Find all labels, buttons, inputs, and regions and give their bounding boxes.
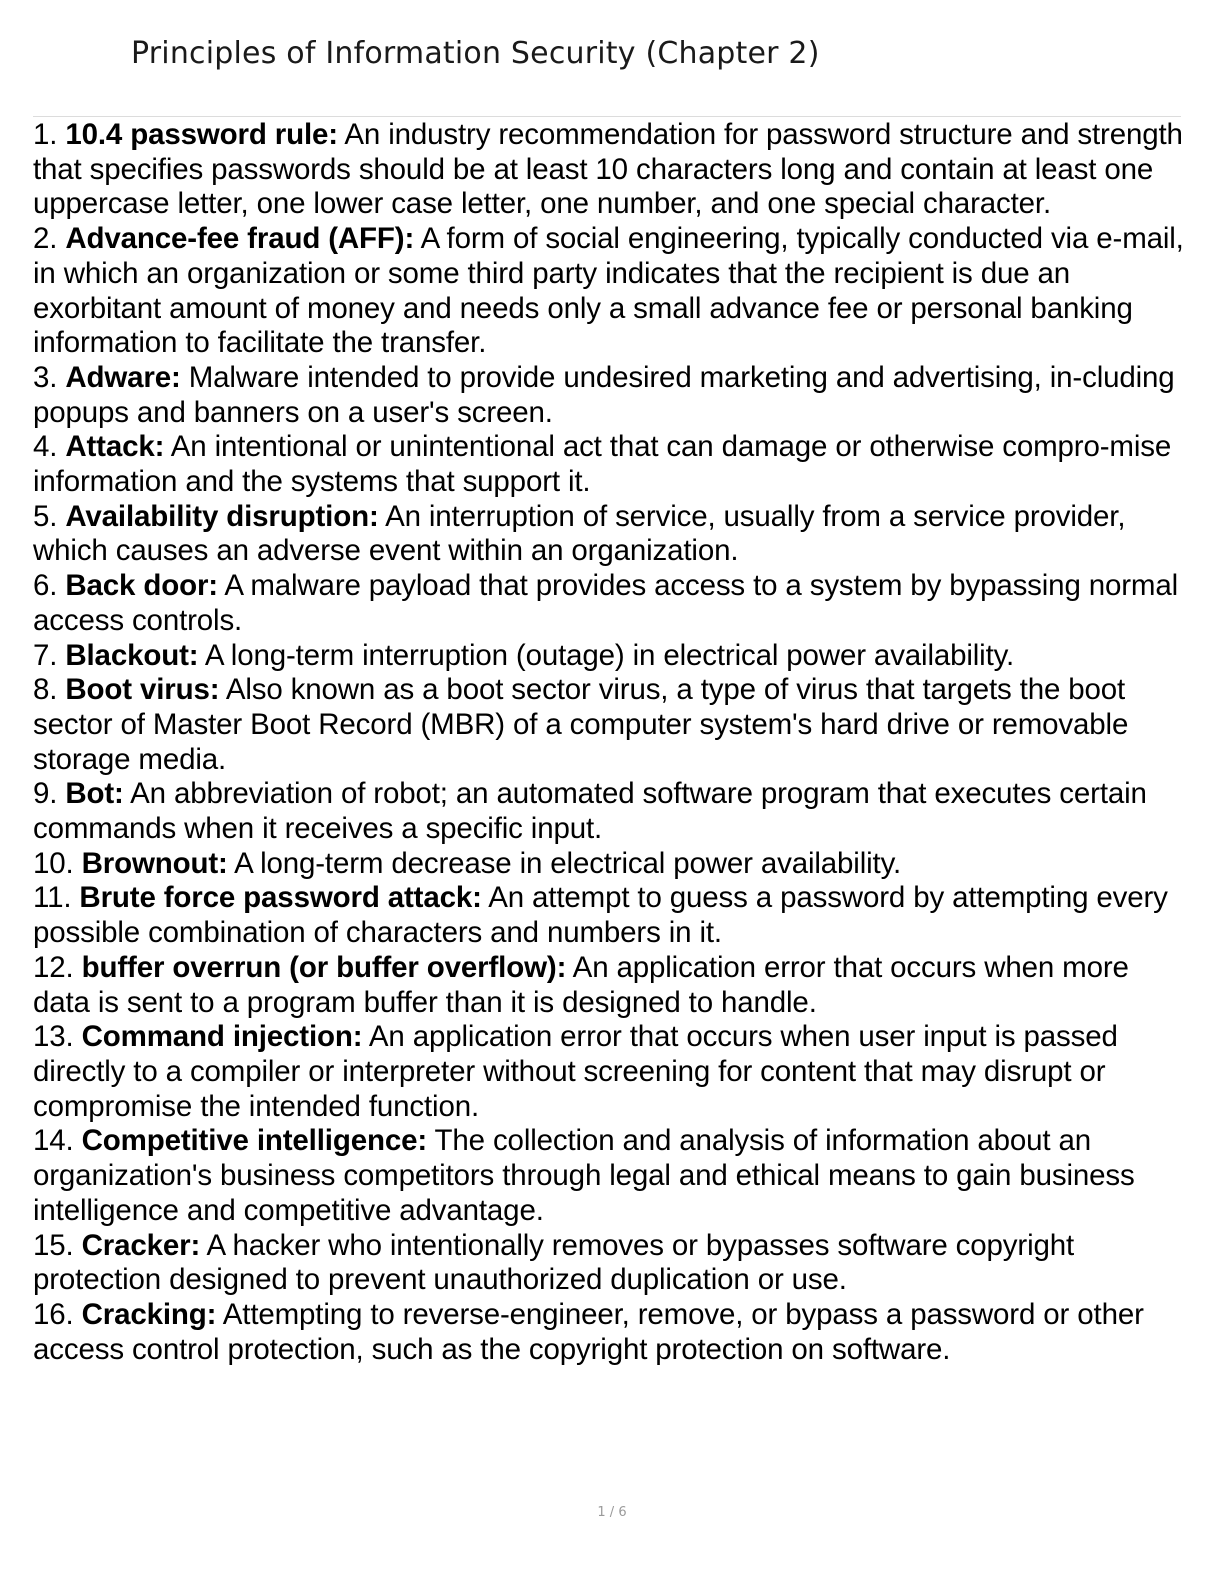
glossary-entry [33, 430, 1185, 499]
glossary-entry [33, 118, 1185, 222]
entry-number: 6. [33, 569, 58, 603]
glossary-entry [33, 951, 1185, 1020]
glossary-entry [33, 569, 1185, 638]
entry-definition: An interruption of service, usually from a service provider, which causes an adverse event within an organization. [33, 499, 1126, 568]
entry-term: 10.4 password rule: [65, 118, 338, 151]
entry-definition: Attempting to reverse-engineer, remove, or bypass a password or other access control protection, such as the copyright protection on software. [33, 1297, 1144, 1366]
entry-number: 4. [33, 430, 58, 464]
entry-number: 14. [33, 1124, 74, 1158]
entry-definition: A long-term decrease in electrical power availability. [234, 846, 902, 880]
entry-term: Brownout: [81, 846, 228, 880]
entry-definition: Also known as a boot sector virus, a type of virus that targets the boot sector of Master Boot Record (MBR) of a computer system's hard drive or removable storage media. [33, 673, 1129, 776]
glossary-entry [33, 673, 1185, 777]
glossary-entry [33, 777, 1185, 846]
glossary-entry [33, 639, 1185, 674]
entry-definition: An abbreviation of robot; an automated software program that executes certain commands when it receives a specific input. [33, 777, 1147, 846]
entry-definition: Malware intended to provide undesired marketing and advertising, in-cluding popups and banners on a user's screen. [33, 360, 1175, 429]
glossary-entry [33, 847, 1185, 882]
entry-term: buffer overrun (or buffer overflow): [81, 950, 567, 984]
entry-number: 2. [33, 222, 58, 256]
page-number: 1 / 6 [597, 1505, 627, 1520]
entry-number: 1. [33, 118, 58, 151]
entry-definition: An application error that occurs when more data is sent to a program buffer than it is designed to handle. [33, 950, 1129, 1019]
glossary-entry [33, 881, 1185, 950]
entry-term: Blackout: [65, 638, 199, 672]
glossary-entry [33, 1020, 1185, 1124]
entry-term: Attack: [65, 430, 165, 464]
entry-term: Command injection: [81, 1020, 363, 1054]
entry-definition: The collection and analysis of information about an organization's business competitors through legal and ethical means to gain business intelligence and competitive advantage. [33, 1124, 1135, 1227]
entry-number: 12. [33, 950, 74, 984]
entry-term: Advance-fee fraud (AFF): [65, 222, 415, 256]
entry-number: 13. [33, 1020, 74, 1054]
entry-term: Cracking: [81, 1297, 217, 1331]
entry-number: 16. [33, 1297, 74, 1331]
glossary-entry [33, 1229, 1185, 1298]
entry-number: 10. [33, 846, 74, 880]
entry-definition: An application error that occurs when user input is passed directly to a compiler or interpreter without screening for content that may disrupt or compromise the intended function. [33, 1020, 1118, 1123]
entry-number: 15. [33, 1228, 74, 1262]
entry-term: Adware: [65, 360, 181, 394]
glossary-entry [33, 1124, 1185, 1228]
entry-definition: A form of social engineering, typically conducted via e-mail, in which an organization or some third party indicates that the recipient is due an exorbitant amount of money and needs only a small advance fee or personal banking information to facilitate the transfer. [33, 222, 1184, 360]
entry-number: 8. [33, 673, 58, 707]
glossary-entry [33, 361, 1185, 430]
entry-definition: An industry recommendation for password structure and strength that specifies passwords should be at least 10 characters long and contain at least one uppercase letter, one lower case letter, one number, and one special character. [33, 118, 1183, 221]
glossary-entry [33, 222, 1185, 361]
entry-number: 9. [33, 777, 58, 811]
entry-definition: A long-term interruption (outage) in electrical power availability. [204, 638, 1015, 672]
entry-definition: A malware payload that provides access to a system by bypassing normal access controls. [33, 569, 1179, 637]
entry-term: Cracker: [81, 1228, 201, 1262]
page-title: Principles of Information Security (Chapter 2) [131, 36, 820, 71]
entry-term: Bot: [65, 777, 124, 811]
entry-term: Back door: [65, 569, 218, 603]
entry-definition: A hacker who intentionally removes or bypasses software copyright protection designed to prevent unauthorized duplication or use. [33, 1228, 1075, 1297]
entry-definition: An attempt to guess a password by attempting every possible combination of characters and numbers in it. [33, 881, 1168, 950]
entry-definition: An intentional or unintentional act that can damage or otherwise compro-mise information and the systems that support it. [33, 430, 1172, 499]
title-divider [33, 116, 1181, 117]
entry-term: Competitive intelligence: [81, 1124, 428, 1158]
glossary-entry [33, 1298, 1185, 1367]
entry-term: Brute force password attack: [79, 881, 482, 915]
entry-term: Availability disruption: [65, 499, 379, 533]
entry-number: 5. [33, 499, 58, 533]
glossary-entry [33, 500, 1185, 569]
entry-number: 3. [33, 360, 58, 394]
glossary-list [33, 118, 1185, 1367]
entry-term: Boot virus: [65, 673, 220, 707]
entry-number: 7. [33, 638, 58, 672]
entry-number: 11. [33, 881, 72, 915]
